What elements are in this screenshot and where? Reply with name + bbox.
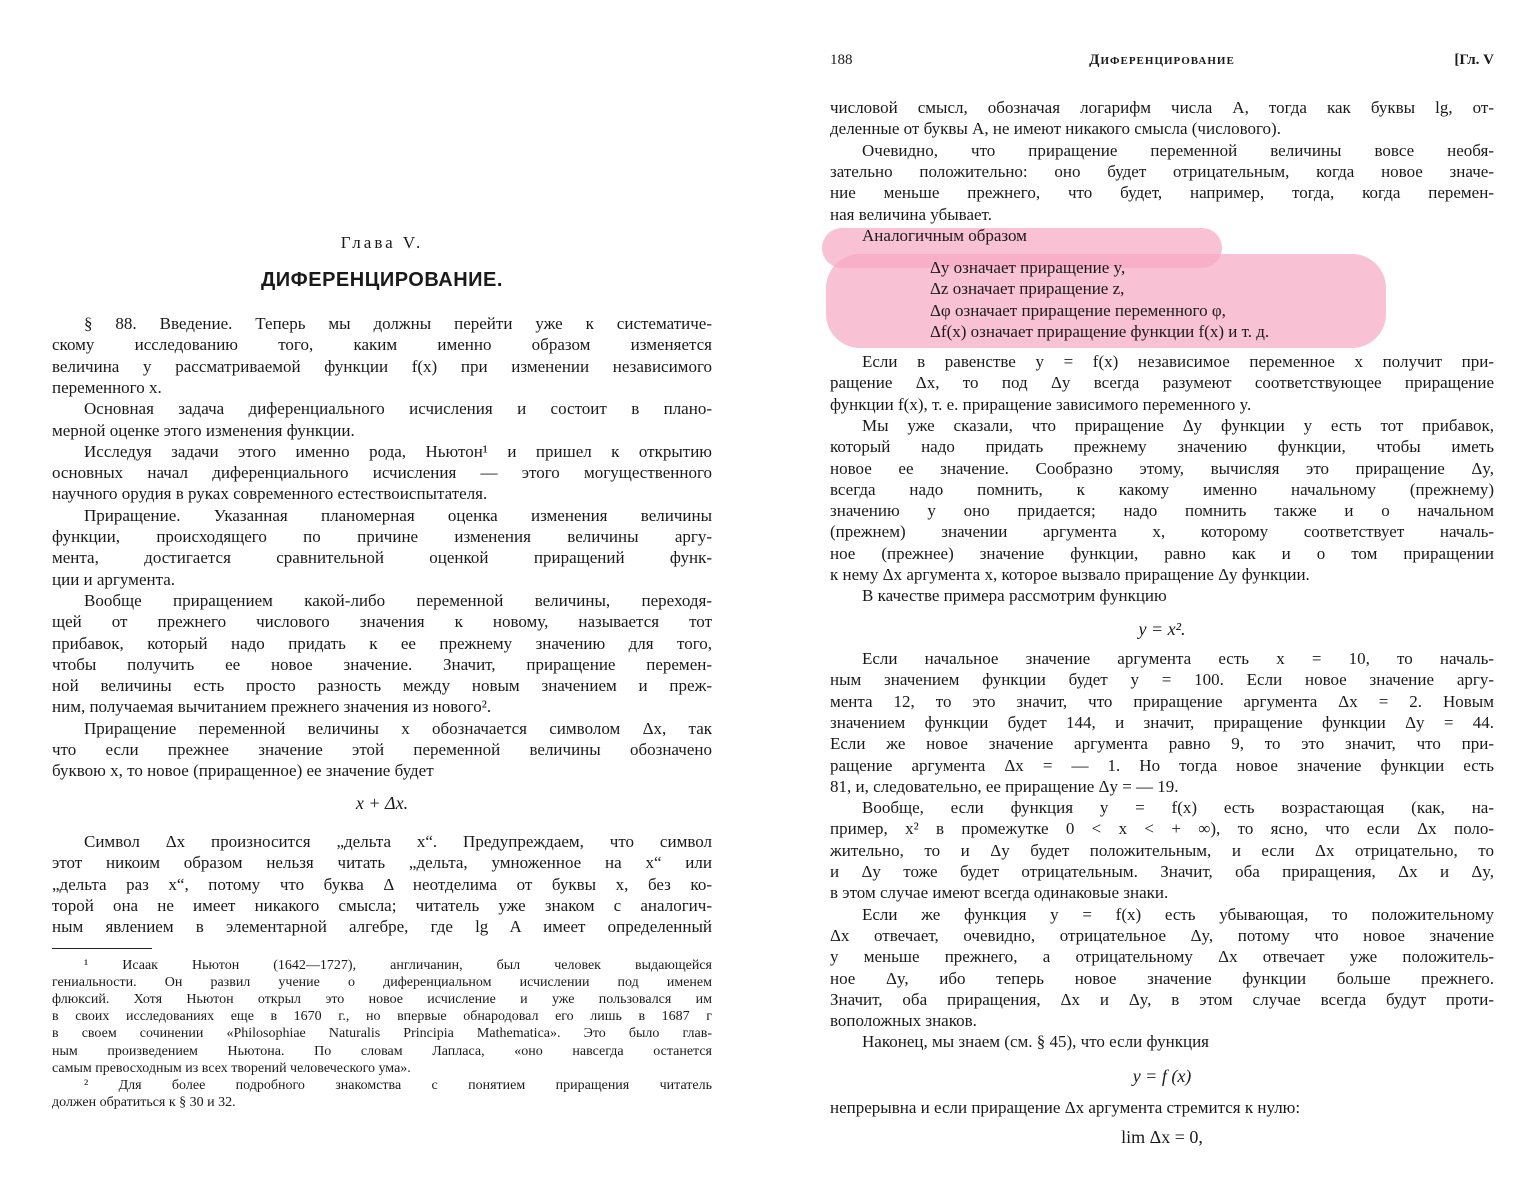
text-line: Если же функция y = f(x) есть убывающая, то положительному <box>862 904 1494 924</box>
text-line: Очевидно, что приращение переменной величины вовсе необя- <box>862 140 1494 160</box>
text-line: ние меньше прежнего, что будет, например, тогда, когда перемен- <box>830 183 1494 203</box>
text-line: ным значением функции будет y = 100. Если новое значение аргу- <box>830 670 1494 690</box>
footnote-line: ¹ Исаак Ньютон (1642—1727), англичанин, был человек выдающейся <box>84 958 712 973</box>
text-line: чтобы получить ее новое значение. Значит, приращение перемен- <box>52 654 712 674</box>
text-line: „дельта раз x“, потому что буква Δ неотделима от буквы x, без ко- <box>52 874 712 894</box>
text-line: к нему Δx аргумента x, которое вызвало приращение Δy функции. <box>830 565 1310 584</box>
footnote-line: самым превосходным из всех творений человеческого ума». <box>52 1060 411 1076</box>
right-page <box>830 0 1494 1177</box>
footnote-rule <box>52 948 152 949</box>
text-line: значению y оно придается; надо помнить также и о начальном <box>830 501 1494 521</box>
definition-line: Δy означает приращение y, <box>930 258 1126 277</box>
text-line: ной величины есть просто разность между новым значением и преж- <box>52 676 712 696</box>
text-line: прибавок, который надо придать к ее прежнему значению для того, <box>52 633 712 653</box>
text-line: Основная задача диференциального исчисления и состоит в плано- <box>84 399 712 419</box>
formula-y-x-squared: y = x². <box>1138 619 1186 639</box>
text-line: мерной оценке этого изменения функции. <box>52 420 355 440</box>
text-line: мента, достигается сравнительной оценкой приращений функ- <box>52 548 712 568</box>
text-line: Если же новое значение аргумента равно 9, то это значит, что при- <box>830 734 1494 754</box>
text-line: зательно положительно: оно будет отрицательным, когда новое значе- <box>830 161 1494 181</box>
text-line: который надо придать прежнему значению функции, чтобы иметь <box>830 437 1494 457</box>
text-line: ная величина убывает. <box>830 204 992 224</box>
text-line: В качестве примера рассмотрим функцию <box>862 586 1167 606</box>
text-line: Символ Δx произносится „дельта x“. Предупреждаем, что символ <box>84 832 712 851</box>
text-line: ним, получаемая вычитанием прежнего значения из нового². <box>52 697 492 717</box>
formula-x-plus-dx: x + Δx. <box>355 793 409 813</box>
text-line: Мы уже сказали, что приращение Δy функции y есть тот прибавок, <box>862 415 1494 435</box>
running-header <box>830 52 1494 74</box>
text-line: торой она не имеет никакого смысла; читатель уже знаком с аналогич- <box>52 895 712 915</box>
text-line: ращение Δx, то под Δy всегда разумеют соответствующее приращение <box>830 373 1494 393</box>
chapter-label: Глава V. <box>340 233 424 252</box>
text-line: в этом случае имеют всегда одинаковые знаки. <box>830 883 1169 903</box>
definition-line: Δf(x) означает приращение функции f(x) и т. д. <box>930 321 1270 341</box>
text-line: Вообще приращением какой-либо переменной величины, переходя- <box>84 590 712 610</box>
text-line: этот никоим образом нельзя читать „дельта, умноженное на x“ или <box>52 853 712 873</box>
text-line: Если начальное значение аргумента есть x = 10, то началь- <box>862 649 1494 668</box>
text-line: жительно, то и Δy будет положительным, и если Δx отрицательно, то <box>830 840 1494 860</box>
chapter-title: ДИФЕРЕНЦИРОВАНИЕ. <box>261 269 503 291</box>
definition-line: Δφ означает приращение переменного φ, <box>930 300 1226 320</box>
footnote-line: флюксий. Хотя Ньютон открыл это новое исчисление и уже пользовался им <box>52 992 712 1008</box>
text-line: всегда надо помнить, к какому именно начальному (прежнему) <box>830 479 1494 499</box>
text-line: деленные от буквы A, не имеют никакого смысла (числового). <box>830 119 1281 139</box>
definition-line: Δz означает приращение z, <box>930 279 1125 299</box>
text-line: (прежнем) значении аргумента x, которому соответствует началь- <box>830 522 1494 542</box>
text-line: величина y рассматриваемой функции f(x) при изменении независимого <box>52 356 712 376</box>
footnote-line: должен обратиться к § 30 и 32. <box>52 1094 236 1110</box>
footnote-line: ² Для более подробного знакомства с понятием приращения читатель <box>84 1077 712 1093</box>
text-line: ращение аргумента Δx = — 1. Но тогда новое значение функции есть <box>830 755 1494 775</box>
text-line: 81, и, следовательно, ее приращение Δy = — 19. <box>830 776 1179 796</box>
text-line: и Δy тоже будет отрицательным. Значит, оба приращения, Δx и Δy, <box>830 862 1494 881</box>
text-line: Значит, оба приращения, Δx и Δy, в этом случае всегда будут проти- <box>830 989 1494 1009</box>
running-title: Диференцирование <box>1089 52 1235 68</box>
text-line: ное (прежнее) значение функции, равно как и о том приращении <box>830 543 1494 563</box>
text-line: ции и аргумента. <box>52 569 176 589</box>
text-line: функции f(x), т. е. приращение зависимого переменного y. <box>830 394 1252 414</box>
formula-lim-dx: lim Δx = 0, <box>1121 1127 1203 1147</box>
text-line: ное Δy, ибо теперь новое значение функции больше прежнего. <box>830 968 1494 988</box>
footnote-line: в своем сочинении «Philosophiae Naturalis Principia Mathematica». Это было глав- <box>52 1026 712 1042</box>
text-line: значением функции будет 144, и значит, приращение функции Δy = 44. <box>830 712 1494 732</box>
footnote-line: в своих исследованиях еще в 1670 г., но впервые обнародовал его лишь в 1687 г <box>52 1009 712 1025</box>
text-line: мента 12, то это значит, что приращение аргумента Δx = 2. Новым <box>830 691 1494 711</box>
left-page <box>52 0 712 1177</box>
text-line: пример, x² в промежутке 0 < x < + ∞), то ясно, что если Δx поло- <box>830 819 1494 839</box>
text-line: § 88. Введение. Теперь мы должны перейти уже к систематиче- <box>84 314 712 333</box>
footnote-line: ным произведением Ньютона. По словам Лапласа, «оно навсегда останется <box>52 1043 712 1059</box>
text-line: Аналогичным образом <box>862 225 1027 245</box>
text-line: скому исследованию того, каким именно образом изменяется <box>52 335 712 355</box>
text-line: Наконец, мы знаем (см. § 45), что если функция <box>862 1032 1209 1052</box>
text-line: щей от прежнего числового значения к новому, называется тот <box>52 612 712 632</box>
chapter-mark: [Гл. V <box>1454 52 1494 68</box>
text-line: основных начал диференциального исчисления — этого могущественного <box>52 463 712 483</box>
text-line: Δx отвечает, очевидно, отрицательное Δy, потому что новое значение <box>830 925 1494 945</box>
text-line: что если прежнее значение этой переменной величины обозначено <box>52 740 712 759</box>
text-line: Вообще, если функция y = f(x) есть возрастающая (как, на- <box>862 798 1494 818</box>
text-line: ным явлением в элементарной алгебре, где lg A имеет определенный <box>52 917 712 937</box>
page-number: 188 <box>830 52 853 68</box>
text-line: Приращение. Указанная планомерная оценка изменения величины <box>84 505 712 525</box>
text-line: переменного x. <box>52 377 162 397</box>
text-line: научного орудия в руках современного естествоиспытателя. <box>52 484 488 504</box>
text-line: буквою x, то новое (приращенное) ее значение будет <box>52 761 434 781</box>
text-line: y меньше прежнего, а отрицательному Δx отвечает уже положитель- <box>830 947 1494 967</box>
text-line: непрерывна и если приращение Δx аргумента стремится к нулю: <box>830 1098 1301 1117</box>
text-line: воположных знаков. <box>830 1011 977 1031</box>
text-line: Исследуя задачи этого именно рода, Ньютон¹ и пришел к открытию <box>84 441 712 461</box>
text-line: Если в равенстве y = f(x) независимое переменное x получит при- <box>862 352 1494 371</box>
footnote-line: гениальности. Он развил учение о диференциальном исчислении под именем <box>52 975 712 991</box>
text-line: новое ее значение. Сообразно этому, вычисляя это приращение Δy, <box>830 458 1494 478</box>
text-line: Приращение переменной величины x обозначается символом Δx, так <box>84 718 712 738</box>
text-line: функции, происходящего по причине изменения величины аргу- <box>52 527 712 546</box>
formula-y-f-x: y = f (x) <box>1132 1066 1192 1086</box>
text-line: числовой смысл, обозначая логарифм числа A, тогда как буквы lg, от- <box>830 98 1494 117</box>
